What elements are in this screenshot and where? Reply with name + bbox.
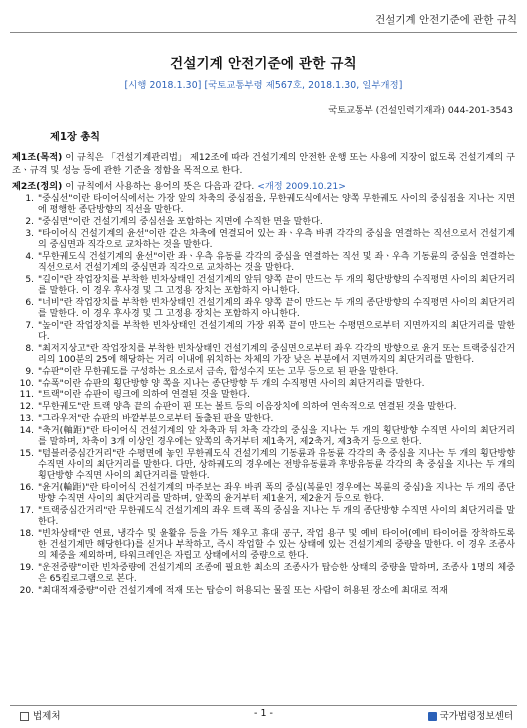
item-number: 5. <box>25 274 34 285</box>
definition-item <box>12 217 515 228</box>
definition-item <box>12 194 515 216</box>
item-number: 19. <box>19 563 34 574</box>
item-number: 3. <box>25 228 34 239</box>
item-number: 16. <box>19 482 34 493</box>
item-text: "운전중량"이란 빈차중량에 건설기계의 조종에 필요한 최소의 조종사가 탑승한 상태의 중량을 말하며, 조종사 1명의 체중은 65킬로그램으로 본다. <box>38 563 515 585</box>
footer-right <box>428 708 513 722</box>
definition-item <box>12 321 515 343</box>
item-text: "그라우저"란 슈판의 바깥부분으로부터 돌출된 판을 말한다. <box>38 413 274 424</box>
definition-item <box>12 252 515 274</box>
definition-item <box>12 298 515 320</box>
item-number: 17. <box>19 505 34 516</box>
title-block <box>0 52 527 91</box>
item-number: 18. <box>19 528 34 539</box>
item-number: 10. <box>19 378 34 389</box>
item-text: "트랙"이란 슈판이 링크에 의하여 연결된 것을 말한다. <box>38 390 250 401</box>
definition-item <box>12 379 515 390</box>
item-text: "무한궤도식 건설기계의 윤선"이란 좌ㆍ우측 유동륜 각각의 중심을 연결하는 직선 및 좌ㆍ우측 기동륜의 중심을 연결하는 직선으로서 건설기계의 중심면과 직각으로 교차하는 것을 말한다. <box>38 251 515 273</box>
item-text: "무한궤도"란 트랙 양측 끝의 슈판이 핀 또는 볼트 등의 이음장치에 의하여 연속적으로 연결된 것을 말한다. <box>38 402 457 413</box>
law-center-logo-icon <box>428 712 437 721</box>
footer-divider <box>10 705 517 706</box>
item-number: 8. <box>25 343 34 354</box>
definition-item <box>12 402 515 413</box>
item-text: "슈판"이란 무한궤도를 구성하는 요소로서 금속, 합성수지 또는 고무 등으로 된 판을 말한다. <box>38 366 399 377</box>
item-number: 14. <box>19 425 34 436</box>
enforcement-info[interactable]: [시행 2018.1.30] [국토교통부령 제567호, 2018.1.30, 일부개정] <box>124 80 403 91</box>
item-number: 12. <box>19 402 34 413</box>
footer-center-name: 국가법령정보센터 <box>439 711 513 722</box>
definition-list <box>12 194 515 597</box>
definition-item <box>12 563 515 585</box>
item-text: "빈차상태"란 연료, 냉각수 및 윤활유 등을 가득 채우고 휴대 공구, 작업 용구 및 예비 타이어(예비 타이어를 장착하도록 한 건설기계만 해당한다)를 싣거나 부착하고, 즉시 작업할 수 있는 상태에 있는 건설기계의 중량을 말한다. 이 경우 조종사의 체중을 제외하며, 타워크레인은 자립고 상태에서의 중량으로 한다. <box>38 528 515 562</box>
item-text: "텀블러중심간거리"란 수평면에 놓인 무한궤도식 건설기계의 기동륜과 유동륜 각각의 축 중심을 지나는 두 개의 횡단방향 수직면 사이의 최단거리를 말한다. 다만, 상하궤도의 경우에는 전방유동륜과 후방유동륜 각각의 축 중심을 지나는 두 개의 횡단방향 수직면 사이의 최단거리를 말한다. <box>38 448 515 482</box>
definition-item <box>12 426 515 448</box>
definition-item <box>12 367 515 378</box>
article-1-heading: 제1조(목적) <box>12 152 63 163</box>
definition-item <box>12 344 515 366</box>
item-text: "중심면"이란 건설기계의 중심선을 포함하는 지면에 수직한 면을 말한다. <box>38 217 323 227</box>
law-title: 건설기계 안전기준에 관한 규칙 <box>170 56 357 72</box>
definition-item <box>12 506 515 528</box>
footer-source: 법제처 <box>33 711 61 722</box>
item-number: 15. <box>19 448 34 459</box>
definition-item <box>12 529 515 563</box>
item-number: 13. <box>19 413 34 424</box>
item-number: 9. <box>25 366 34 377</box>
item-text: "길이"란 작업장치를 부착한 빈차상태인 건설기계의 앞뒤 양쪽 끝이 만드는 두 개의 횡단방향의 수직평면 사이의 최단거리를 말한다. 이 경우 후사경 및 그 고정용 장치는 포함하지 아니한다. <box>38 274 515 296</box>
item-number: 6. <box>25 297 34 308</box>
chapter-heading: 제1장 총칙 <box>50 132 100 143</box>
article-2-heading: 제2조(정의) <box>12 181 63 192</box>
item-text: "트랙중심간거리"란 무한궤도식 건설기계의 좌우 트랙 폭의 중심을 지나는 두 개의 종단방향 수직면 사이의 최단거리를 말한다. <box>38 505 515 528</box>
item-number: 11. <box>19 390 34 401</box>
item-number: 4. <box>25 251 34 262</box>
item-number: 7. <box>25 320 34 331</box>
item-text: "슈폭"이란 슈판의 횡단방향 양 쪽을 지나는 종단방향 두 개의 수직평면 사이의 최단거리를 말한다. <box>38 378 425 389</box>
page-number: - 1 - <box>254 708 273 719</box>
definition-item <box>12 449 515 483</box>
item-text: "중심선"이란 타이어식에서는 가장 앞의 차축의 중심점을, 무한궤도식에서는 양쪽 무한궤도 사이의 중심점을 지나는 지면에 평행한 종단방향의 직선을 말한다. <box>38 194 515 216</box>
item-text: "최대적재중량"이란 건설기계에 적재 또는 탑승이 허용되는 물질 또는 사람이 허용된 장소에 최대로 적재 <box>38 586 448 597</box>
item-number: 2. <box>25 217 34 227</box>
item-text: "높이"란 작업장치를 부착한 빈차상태인 건설기계의 가장 위쪽 끝이 만드는 수평면으로부터 지면까지의 최단거리를 말한다. <box>38 320 515 342</box>
definition-item <box>12 414 515 425</box>
item-text: "타이어식 건설기계의 윤선"이란 같은 차축에 연결되어 있는 좌ㆍ우측 바퀴 각각의 중심을 연결하는 직선으로서 건설기계의 중심면과 직각으로 교차하는 것을 말한다. <box>38 228 515 250</box>
item-number: 20. <box>19 586 34 597</box>
law-body <box>12 128 515 698</box>
item-number: 1. <box>25 194 34 204</box>
article-2 <box>12 180 515 193</box>
definition-item <box>12 229 515 251</box>
article-2-text: 이 규칙에서 사용하는 용어의 뜻은 다음과 같다. <box>62 181 255 192</box>
definition-item <box>12 483 515 505</box>
running-header: 건설기계 안전기준에 관한 규칙 <box>375 14 517 26</box>
item-text: "축거(軸距)"란 타이어식 건설기계의 앞 차축과 뒤 차축 각각의 중심을 지나는 두 개의 횡단방향 수직면 사이의 최단거리를 말하며, 차축이 3개 이상인 경우에는 앞쪽의 축거부터 제1축거, 제2축거, 제3축거 등으로 한다. <box>38 425 515 447</box>
agency-contact: 국토교통부 (건설인력기재과) 044-201-3543 <box>328 105 513 116</box>
item-text: "최저지상고"란 작업장치를 부착한 빈차상태인 건설기계의 중심면으로부터 좌우 각각의 방향으로 윤거 또는 트랙중심간거리의 100분의 25에 해당하는 거리 이내에 위치하는 차체의 가장 낮은 부분에서 지면까지의 최단거리를 말한다. <box>38 343 515 365</box>
item-text: "윤거(輪距)"란 타이어식 건설기계의 마주보는 좌우 바퀴 폭의 중심(복륜인 경우에는 복륜의 중심)을 지나는 두 개의 종단방향 수직면 사이의 최단거리를 말하며, 앞쪽의 윤거부터 제1윤거, 제2윤거 등으로 한다. <box>38 482 515 505</box>
article-1 <box>12 151 515 177</box>
definition-item <box>12 586 515 597</box>
article-1-text: 이 규칙은 「건설기계관리법」 제12조에 따라 건설기계의 안전한 운행 또는 사용에 지장이 없도록 건설기계의 구조ㆍ규격 및 성능 등에 관한 기준을 정함을 목적으로 한다. <box>12 152 515 176</box>
item-text: "너비"란 작업장치를 부착한 빈차상태인 건설기계의 좌우 양쪽 끝이 만드는 두 개의 종단방향의 수직평면 사이의 최단거리를 말한다. 이 경우 후사경 및 그 고정용 장치는 포함하지 아니한다. <box>38 297 515 319</box>
amendment-tag[interactable]: <개정 2009.10.21> <box>257 181 346 192</box>
header-divider <box>10 32 517 33</box>
definition-item <box>12 275 515 297</box>
page-footer <box>10 708 517 722</box>
definition-item <box>12 390 515 401</box>
